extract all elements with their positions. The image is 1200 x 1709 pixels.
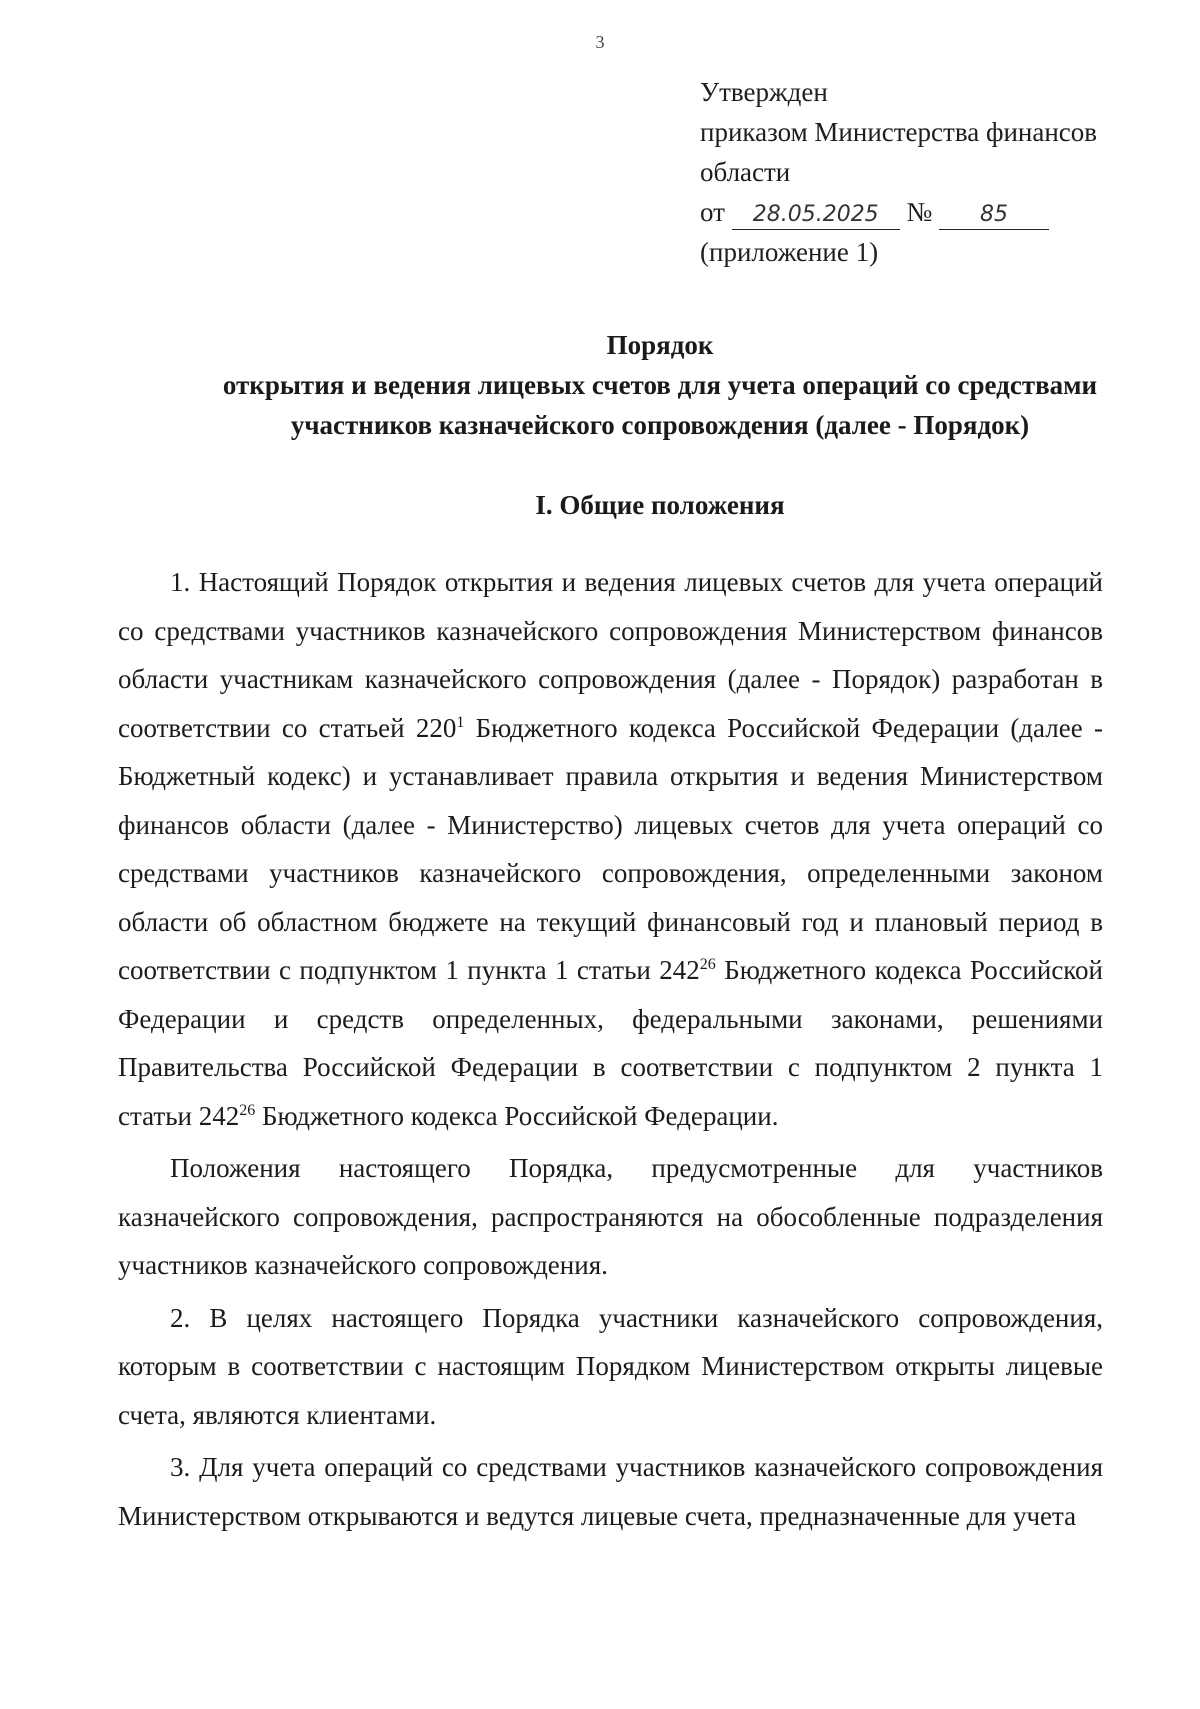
number-sign: № <box>906 197 933 227</box>
paragraph-1-part-c: Бюджетного кодекса Российской Федерации и средств определенных, федеральными законами, решениями Правительства Российской Федерации в соответствии с подпунктом 2 пункта 1 статьи 242 <box>118 955 1103 1131</box>
handwritten-number: 85 <box>939 201 1049 230</box>
superscript-2: 26 <box>699 956 716 973</box>
paragraph-1-part-d: Бюджетного кодекса Российской Федерации. <box>255 1100 779 1131</box>
handwritten-date: 28.05.2025 <box>732 201 900 230</box>
title-line-2: открытия и ведения лицевых счетов для учета операций со средствами <box>222 370 1098 400</box>
superscript-3: 26 <box>239 1101 256 1119</box>
paragraph-1-part-b: Бюджетного кодекса Российской Федерации (далее - Бюджетный кодекс) и устанавливает правила открытия и ведения Министерством финансов области (далее - Министерство) лицевых счетов для учета операций со средствами участников казначейского сопровождения, определенными законом области об областном бюджете на текущий финансовый год и плановый период в соответствии с подпунктом 1 пункта 1 статьи 242 <box>118 712 1103 985</box>
paragraph-1 <box>118 558 1103 1140</box>
approval-line-order: приказом Министерства финансов <box>700 117 1098 147</box>
paragraph-1-part-a: 1. Настоящий Порядок открытия и ведения лицевых счетов для учета операций со средствами участников казначейского сопровождения Министерством финансов области участникам казначейского сопровождения (далее - Порядок) разработан в соответствии со статьей 220 <box>118 567 1103 743</box>
section-heading: I. Общие положения <box>535 490 785 520</box>
paragraph-2: 2. В целях настоящего Порядка участники казначейского сопровождения, которым в соответствии с настоящим Порядком Министерством открыты лицевые счета, являются клиентами. <box>118 1302 1103 1430</box>
paragraph-3: 3. Для учета операций со средствами участников казначейского сопровождения Министерством открываются и ведутся лицевые счета, предназначенные для учета <box>118 1452 1103 1531</box>
paragraph-1-continued: Положения настоящего Порядка, предусмотренные для участников казначейского сопровождения, распространяются на обособленные подразделения участников казначейского сопровождения. <box>118 1153 1103 1280</box>
approval-line-approved: Утвержден <box>700 77 828 107</box>
body-text <box>118 558 1103 1544</box>
approval-block <box>700 72 1097 272</box>
approval-date-line <box>700 192 1097 232</box>
approval-line-region: области <box>700 157 791 187</box>
page-number: 3 <box>595 32 605 52</box>
document-title <box>120 325 1200 445</box>
title-line-1: Порядок <box>606 330 714 360</box>
title-line-3: участников казначейского сопровождения (далее - Порядок) <box>290 410 1030 440</box>
superscript-1: 1 <box>456 713 465 731</box>
approval-attachment: (приложение 1) <box>700 237 879 267</box>
date-prefix: от <box>700 197 725 227</box>
